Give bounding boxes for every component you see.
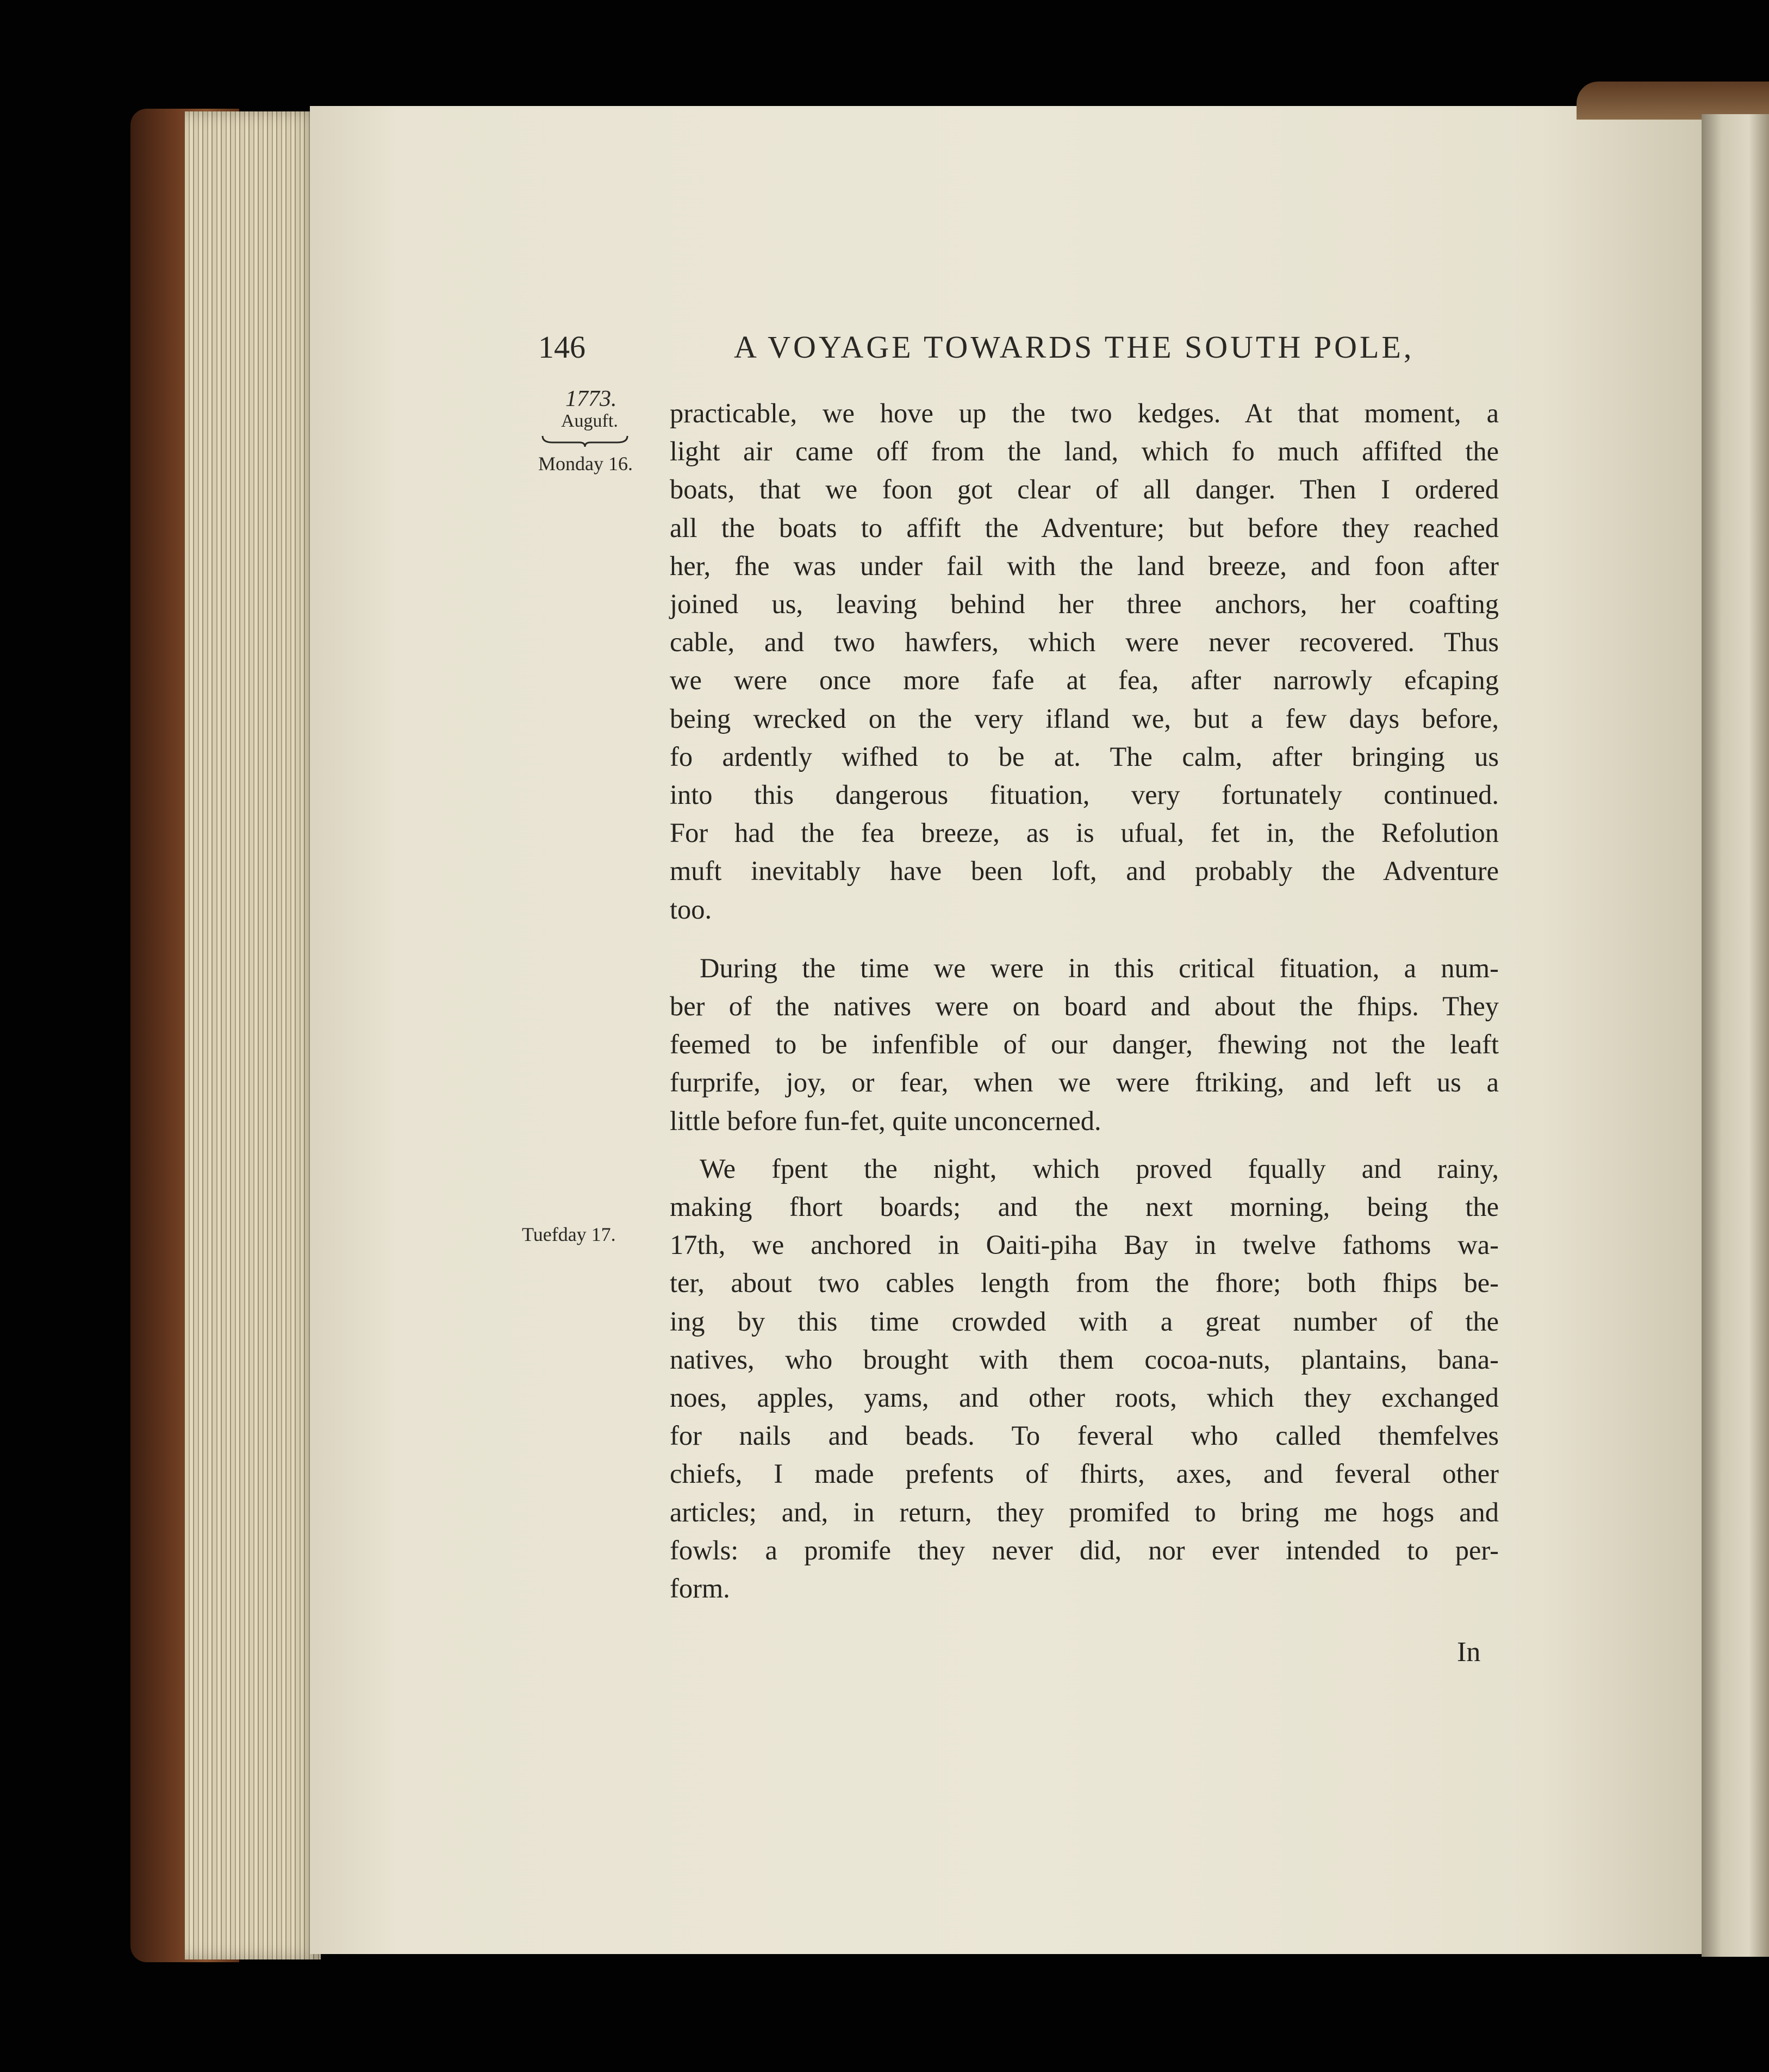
paragraph-gap — [670, 928, 1499, 949]
text-line: articles; and, in return, they promifed to bring me hogs and — [670, 1496, 1499, 1527]
text-line: For had the fea breeze, as is ufual, fet in, the Refolution — [670, 817, 1499, 848]
text-line: into this dangerous fituation, very fortunately continued. — [670, 779, 1499, 810]
running-title: A VOYAGE TOWARDS THE SOUTH POLE, — [734, 329, 1415, 365]
margin-note-month: Auguft. — [561, 411, 618, 431]
text-line: too. — [670, 894, 712, 925]
text-line: natives, who brought with them cocoa-nuts, plantains, bana- — [670, 1344, 1499, 1375]
margin-note-year: 1773. — [565, 386, 617, 411]
text-line: fowls: a promife they never did, nor ever intended to per- — [670, 1534, 1499, 1565]
text-line: joined us, leaving behind her three anchors, her coafting — [670, 589, 1499, 620]
text-line: all the boats to affift the Adventure; but before they reached — [670, 512, 1499, 543]
text-line: muft inevitably have been loft, and probably the Adventure — [670, 856, 1499, 887]
paragraph — [670, 1150, 1499, 1607]
paragraph — [670, 949, 1499, 1140]
paragraph — [670, 394, 1499, 928]
text-line: making fhort boards; and the next morning, being the — [670, 1191, 1499, 1222]
body-text — [670, 394, 1499, 1607]
page-header — [538, 329, 1495, 378]
text-line: During the time we were in this critical fituation, a num- — [700, 952, 1499, 983]
text-line: cable, and two hawfers, which were never recovered. Thus — [670, 627, 1499, 658]
catchword: In — [1457, 1637, 1481, 1668]
text-line: practicable, we hove up the two kedges. At that moment, a — [670, 398, 1499, 428]
text-line: form. — [670, 1573, 730, 1604]
text-line: for nails and beads. To feveral who called themfelves — [670, 1420, 1499, 1451]
text-line: ing by this time crowded with a great number of the — [670, 1306, 1499, 1337]
brace-mark — [541, 435, 628, 448]
margin-note-day-monday: Monday 16. — [538, 453, 633, 475]
facing-page-edge — [1702, 114, 1769, 1957]
text-line: boats, that we foon got clear of all danger. Then I ordered — [670, 474, 1499, 505]
text-line: ber of the natives were on board and about the fhips. They — [670, 991, 1499, 1022]
text-line: fo ardently wifhed to be at. The calm, after bringing us — [670, 741, 1499, 772]
text-line: her, fhe was under fail with the land breeze, and foon after — [670, 550, 1499, 581]
paragraph-gap — [670, 1140, 1499, 1150]
page-edges — [185, 111, 321, 1959]
text-line: we were once more fafe at fea, after narrowly efcaping — [670, 665, 1499, 696]
text-line: noes, apples, yams, and other roots, which they exchanged — [670, 1382, 1499, 1413]
margin-note-day-tuesday: Tuefday 17. — [522, 1224, 616, 1245]
text-line: feemed to be infenfible of our danger, fhewing not the leaft — [670, 1029, 1499, 1060]
text-line: being wrecked on the very ifland we, but a few days before, — [670, 703, 1499, 734]
text-line: little before fun-fet, quite unconcerned. — [670, 1105, 1101, 1136]
text-line: We fpent the night, which proved fqually and rainy, — [700, 1153, 1499, 1184]
text-line: light air came off from the land, which fo much affifted the — [670, 436, 1499, 467]
text-line: ter, about two cables length from the fhore; both fhips be- — [670, 1268, 1499, 1299]
text-line: furprife, joy, or fear, when we were ftriking, and left us a — [670, 1067, 1499, 1098]
page-number: 146 — [538, 329, 585, 365]
text-line: chiefs, I made prefents of fhirts, axes, and feveral other — [670, 1458, 1499, 1489]
text-line: 17th, we anchored in Oaiti-piha Bay in twelve fathoms wa- — [670, 1230, 1499, 1260]
